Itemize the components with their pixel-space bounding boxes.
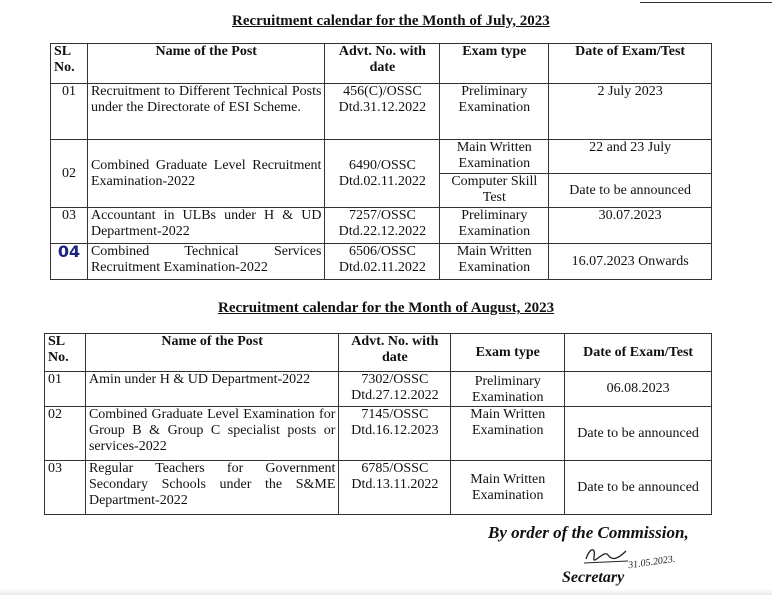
exam-type-cell: Main Written Examination [440, 140, 549, 174]
date-cell: 2 July 2023 [549, 84, 712, 140]
post-cell: Combined Graduate Level Examination for Group B & Group C specialist posts or services-2022 [85, 407, 338, 461]
date-cell: 22 and 23 July [549, 140, 712, 174]
advt-cell: 6506/OSSC Dtd.02.11.2022 [325, 244, 440, 280]
order-of-commission-text: By order of the Commission, [488, 523, 689, 542]
advt-cell: 7145/OSSC Dtd.16.12.2023 [339, 407, 451, 461]
date-cell: 06.08.2023 [565, 372, 712, 407]
date-cell: Date to be announced [565, 461, 712, 515]
advt-cell: 7302/OSSC Dtd.27.12.2022 [339, 372, 451, 407]
post-cell: Accountant in ULBs under H & UD Department-2022 [87, 208, 324, 244]
table-row [45, 461, 712, 515]
post-cell: Combined Technical Services Recruitment Examination-2022 [87, 244, 324, 280]
table-header-row [45, 334, 712, 372]
advt-cell: 6785/OSSC Dtd.13.11.2022 [339, 461, 451, 515]
exam-type-cell: Computer Skill Test [440, 174, 549, 208]
table-header-row [51, 44, 712, 84]
exam-type-cell: Main Written Examination [451, 407, 565, 461]
table-row [51, 244, 712, 280]
column-header-sl: SL No. [51, 44, 88, 84]
sl-cell: 01 [51, 84, 88, 140]
advt-cell: 6490/OSSC Dtd.02.11.2022 [325, 140, 440, 208]
scan-bottom-edge [0, 589, 772, 595]
date-cell: Date to be announced [549, 174, 712, 208]
sl-cell-handwritten: 04 [51, 244, 88, 280]
sl-cell: 03 [51, 208, 88, 244]
column-header-date: Date of Exam/Test [565, 334, 712, 372]
table-row [45, 372, 712, 407]
august-calendar-heading: Recruitment calendar for the Month of August, 2023 [218, 300, 555, 316]
date-cell: 30.07.2023 [549, 208, 712, 244]
july-calendar-heading: Recruitment calendar for the Month of July, 2023 [232, 13, 550, 29]
column-header-exam-type: Exam type [451, 334, 565, 372]
column-header-advt: Advt. No. with date [339, 334, 451, 372]
signature-mark [582, 545, 632, 565]
sl-cell: 01 [45, 372, 86, 407]
exam-type-cell: Preliminary Examination [440, 84, 549, 140]
advt-cell: 7257/OSSC Dtd.22.12.2022 [325, 208, 440, 244]
secretary-label: Secretary [562, 569, 625, 586]
table-row [51, 208, 712, 244]
sl-cell: 02 [45, 407, 86, 461]
sl-cell: 03 [45, 461, 86, 515]
exam-type-cell: Preliminary Examination [451, 372, 565, 407]
table-row [45, 407, 712, 461]
column-header-exam-type: Exam type [440, 44, 549, 84]
table-row [51, 84, 712, 140]
post-cell: Regular Teachers for Government Secondary Schools under the S&ME Department-2022 [85, 461, 338, 515]
sl-cell: 02 [51, 140, 88, 208]
august-calendar-table [44, 333, 712, 515]
july-calendar-table [50, 43, 712, 280]
exam-type-cell: Main Written Examination [451, 461, 565, 515]
column-header-advt: Advt. No. with date [325, 44, 440, 84]
post-cell: Combined Graduate Level Recruitment Examination-2022 [87, 140, 324, 208]
column-header-post: Name of the Post [87, 44, 324, 84]
post-cell: Recruitment to Different Technical Posts under the Directorate of ESI Scheme. [87, 84, 324, 140]
date-cell: 16.07.2023 Onwards [549, 244, 712, 280]
advt-cell: 456(C)/OSSC Dtd.31.12.2022 [325, 84, 440, 140]
date-cell: Date to be announced [565, 407, 712, 461]
column-header-post: Name of the Post [85, 334, 338, 372]
exam-type-cell: Main Written Examination [440, 244, 549, 280]
signature-date: 31.05.2023. [627, 553, 677, 572]
top-rule [640, 2, 772, 3]
column-header-sl: SL No. [45, 334, 86, 372]
table-row [51, 140, 712, 174]
exam-type-cell: Preliminary Examination [440, 208, 549, 244]
column-header-date: Date of Exam/Test [549, 44, 712, 84]
post-cell: Amin under H & UD Department-2022 [85, 372, 338, 407]
